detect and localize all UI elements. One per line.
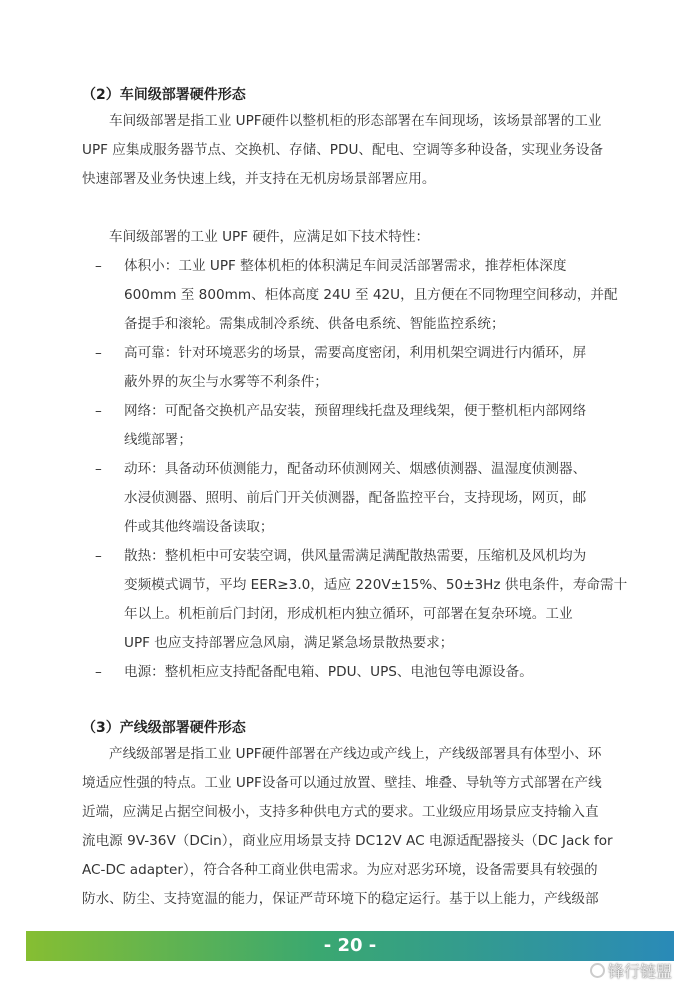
list-item-line: 体积小：工业 UPF 整体机柜的体积满足车间灵活部署需求，推荐柜体深度 xyxy=(124,258,567,274)
list-item-line: 电源：整机柜应支持配备配电箱、PDU、UPS、电池包等电源设备。 xyxy=(124,664,533,680)
list-item-line: 网络：可配备交换机产品安装，预留理线托盘及理线架，便于整机柜内部网络 xyxy=(124,403,587,419)
list-bullet: – xyxy=(95,664,102,680)
section-3-paragraph xyxy=(82,740,628,914)
list-item xyxy=(95,455,635,542)
paragraph-line: 车间级部署的工业 UPF 硬件，应满足如下技术特性： xyxy=(109,229,430,245)
list-item xyxy=(95,658,635,687)
list-bullet: – xyxy=(95,258,102,274)
paragraph-line: 防水、防尘、支持宽温的能力，保证严苛环境下的稳定运行。基于以上能力，产线级部 xyxy=(82,891,599,907)
list-bullet: – xyxy=(95,403,102,419)
list-item-line: 散热：整机柜中可安装空调，供风量需满足满配散热需要，压缩机及风机均为 xyxy=(124,548,587,564)
feature-list xyxy=(95,252,635,687)
list-item-line: 件或其他终端设备读取； xyxy=(124,519,274,535)
list-item-line: 年以上。机柜前后门封闭，形成机柜内独立循环，可部署在复杂环境。工业 xyxy=(124,606,573,622)
watermark-text: 锋行链盟 xyxy=(608,961,673,981)
paragraph-line: UPF 应集成服务器节点、交换机、存储、PDU、配电、空调等多种设备，实现业务设备 xyxy=(82,142,604,158)
list-item-line: 线缆部署； xyxy=(124,432,192,448)
watermark-logo-icon xyxy=(590,963,605,978)
list-item-line: 动环：具备动环侦测能力，配备动环侦测网关、烟感侦测器、温湿度侦测器、 xyxy=(124,461,587,477)
list-bullet: – xyxy=(95,345,102,361)
list-item xyxy=(95,339,635,397)
list-item-line: 高可靠：针对环境恶劣的场景，需要高度密闭，利用机架空调进行内循环，屏 xyxy=(124,345,587,361)
paragraph-line: 流电源 9V-36V（DCin），商业应用场景支持 DC12V AC 电源适配器接头（DC Jack for xyxy=(82,833,613,849)
list-bullet: – xyxy=(95,548,102,564)
list-item-line: 备提手和滚轮。需集成制冷系统、供备电系统、智能监控系统； xyxy=(124,316,505,332)
list-item-line: 蔽外界的灰尘与水雾等不利条件； xyxy=(124,374,328,390)
list-item-line: 水浸侦测器、照明、前后门开关侦测器，配备监控平台，支持现场，网页，邮 xyxy=(124,490,587,506)
list-item xyxy=(95,397,635,455)
list-bullet: – xyxy=(95,461,102,477)
paragraph-line: 产线级部署是指工业 UPF硬件部署在产线边或产线上，产线级部署具有体型小、环 xyxy=(109,746,602,762)
paragraph-line: AC-DC adapter），符合各种工商业供电需求。为应对恶劣环境，设备需要具有较强的 xyxy=(82,862,598,878)
list-item xyxy=(95,252,635,339)
section-3-heading: （3）产线级部署硬件形态 xyxy=(82,720,246,736)
footer-bar xyxy=(26,931,674,961)
section-2-lead xyxy=(82,223,628,252)
watermark xyxy=(590,953,698,987)
paragraph-line: 近端，应满足占据空间极小，支持多种供电方式的要求。工业级应用场景应支持输入直 xyxy=(82,804,599,820)
list-item-line: 600mm 至 800mm、柜体高度 24U 至 42U，且方便在不同物理空间移动，并配 xyxy=(124,287,618,303)
list-item-line: 变频模式调节，平均 EER≥3.0，适应 220V±15%、50±3Hz 供电条件，寿命需十 xyxy=(124,577,628,593)
paragraph-line: 车间级部署是指工业 UPF硬件以整机柜的形态部署在车间现场，该场景部署的工业 xyxy=(109,113,602,129)
list-item-line: UPF 也应支持部署应急风扇，满足紧急场景散热要求； xyxy=(124,635,454,651)
list-item xyxy=(95,542,635,658)
paragraph-line: 快速部署及业务快速上线，并支持在无机房场景部署应用。 xyxy=(82,171,436,187)
section-2-intro xyxy=(82,107,628,194)
section-2-heading: （2）车间级部署硬件形态 xyxy=(82,87,246,103)
paragraph-line: 境适应性强的特点。工业 UPF设备可以通过放置、壁挂、堆叠、导轨等方式部署在产线 xyxy=(82,775,602,791)
page-number: - 20 - xyxy=(323,935,377,956)
